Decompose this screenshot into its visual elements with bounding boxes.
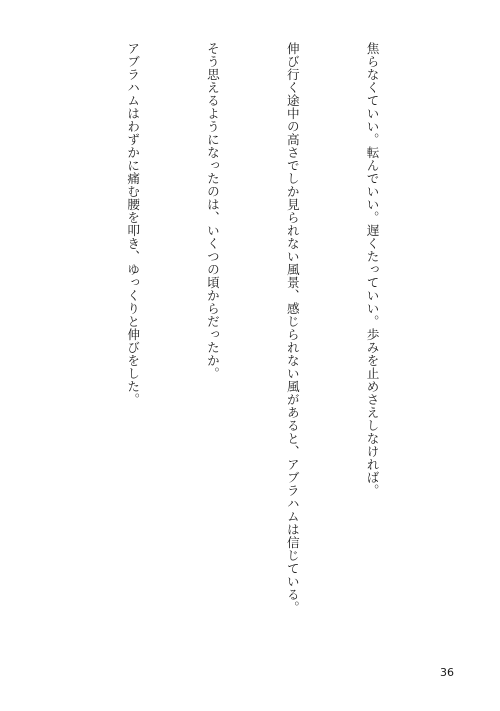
text-line: 焦らなくていい。転んでいい。遅くたっていい。歩みを止めさえしなければ。 [364, 42, 380, 497]
text-line: 伸び行く途中の高さでしか見られない風景、感じられない風があると、アブラハムは信じている。 [284, 42, 300, 614]
section-break [54, 42, 76, 622]
section-break [0, 42, 9, 622]
text-line: そう思えるようになったのは、いくつの頃からだったか。 [204, 42, 220, 380]
vertical-text-body [0, 42, 440, 622]
text-line: アブラハムはわずかに痛む腰を叩き、ゆっくりと伸びをした。 [125, 42, 141, 406]
page-number: 36 [440, 666, 454, 679]
